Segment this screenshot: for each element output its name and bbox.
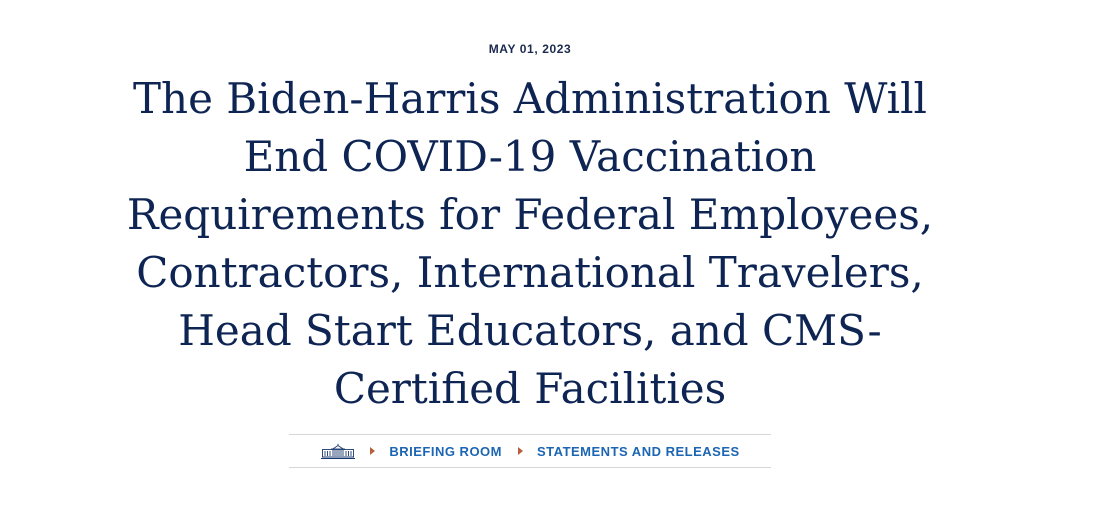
- breadcrumb-link-statements-and-releases[interactable]: STATEMENTS AND RELEASES: [537, 443, 740, 459]
- caret-right-icon: [370, 447, 375, 455]
- breadcrumb: [289, 434, 771, 468]
- publish-date: MAY 01, 2023: [488, 42, 572, 56]
- caret-right-icon: [518, 447, 523, 455]
- page-title: The Biden-Harris Administration Will End COVID-19 Vaccination Requirements for Federal Employees, Contractors, International Travelers, Head Start Educators, and CMS-Certified Facilities: [126, 74, 934, 413]
- breadcrumb-link-briefing-room[interactable]: BRIEFING ROOM: [389, 443, 502, 459]
- white-house-icon[interactable]: [320, 443, 356, 459]
